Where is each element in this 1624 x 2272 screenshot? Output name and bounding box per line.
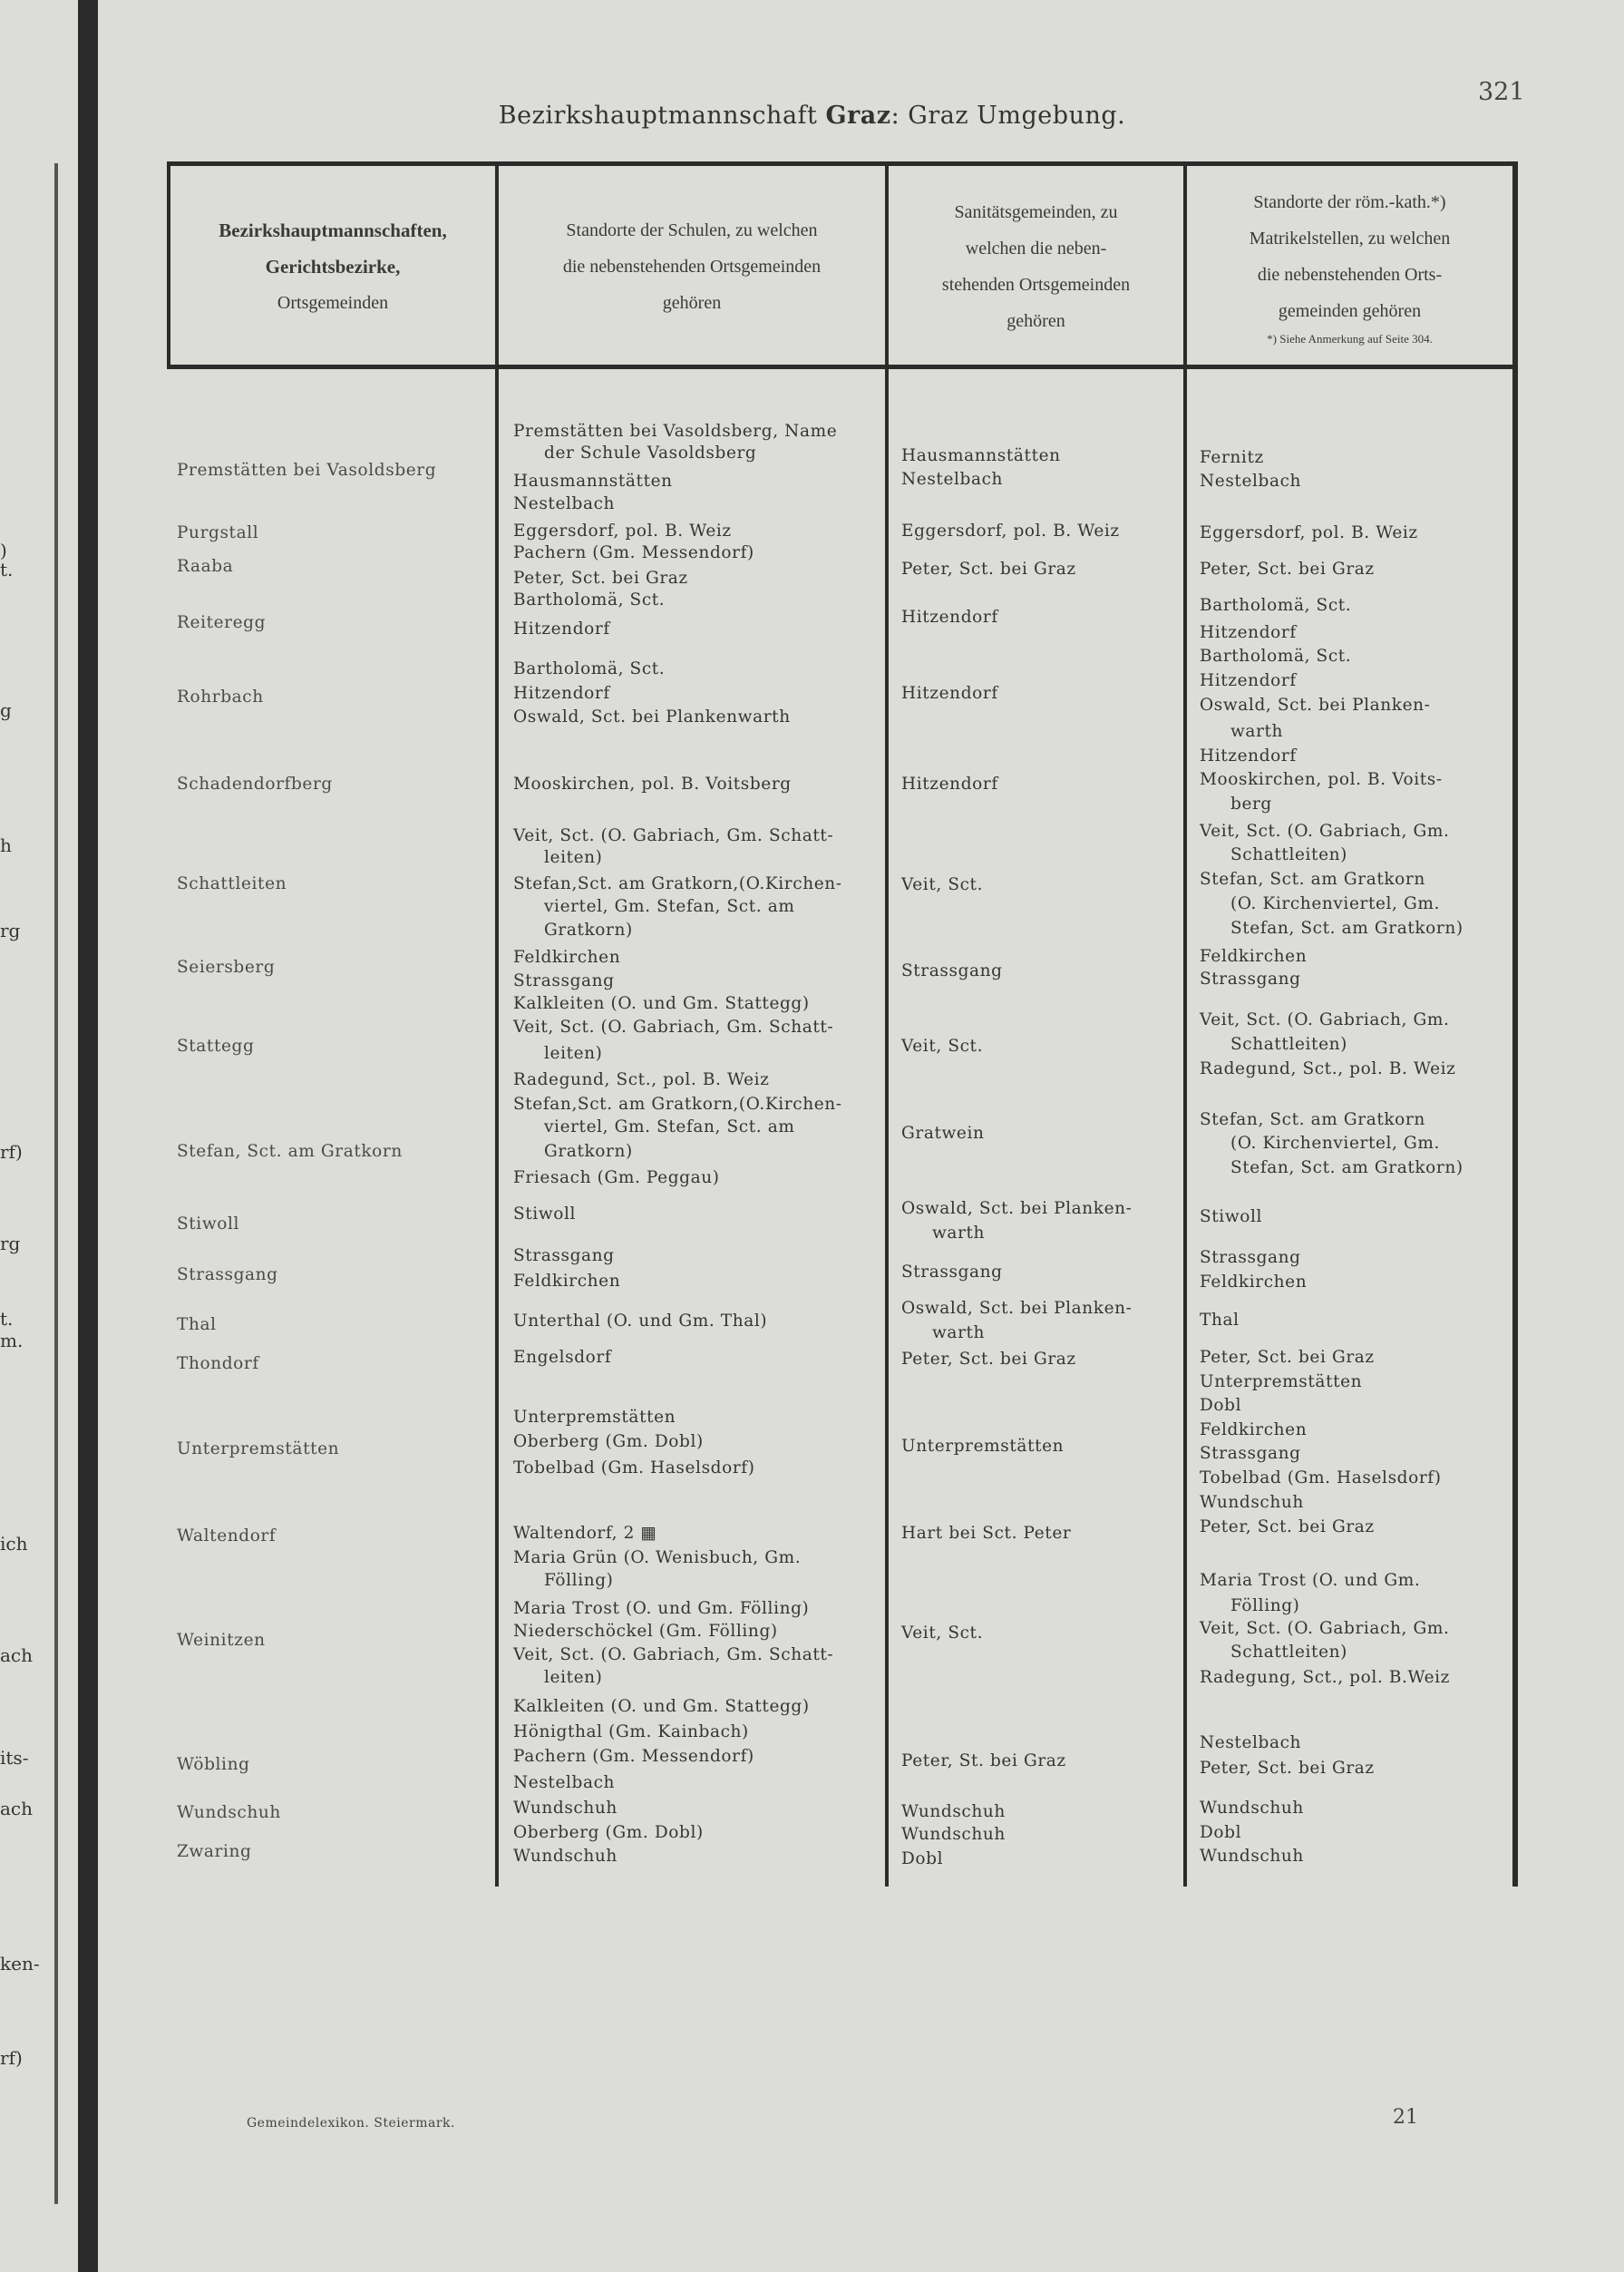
table-cell-line: Feldkirchen bbox=[1200, 947, 1308, 966]
municipality-name: Waltendorf bbox=[177, 1526, 277, 1546]
table-cell-line: Hausmannstätten bbox=[513, 472, 673, 491]
table-cell-line: Veit, Sct. (O. Gabriach, Gm. Schatt- bbox=[513, 1645, 834, 1664]
municipality-name: Seiersberg bbox=[177, 958, 276, 977]
table-cell-line: Stefan, Sct. am Gratkorn) bbox=[1230, 919, 1464, 938]
table-cell-line: Unterpremstätten bbox=[513, 1408, 676, 1427]
municipality-name: Stattegg bbox=[177, 1037, 255, 1056]
header-line: Standorte der Schulen, zu welchen bbox=[566, 220, 818, 240]
table-cell-line: Pachern (Gm. Messendorf) bbox=[513, 1747, 754, 1766]
table-cell-line: Peter, Sct. bei Graz bbox=[901, 1350, 1076, 1369]
header-line: Bezirkshauptmannschaften, bbox=[219, 219, 447, 241]
header-line: welchen die neben- bbox=[965, 239, 1107, 258]
table-cell-line: Schattleiten) bbox=[1230, 1035, 1347, 1054]
table-cell-line: viertel, Gm. Stefan, Sct. am bbox=[544, 897, 795, 916]
header-bottom-rule bbox=[167, 365, 1518, 369]
title-district: Graz bbox=[825, 102, 891, 130]
table-cell-line: Maria Trost (O. und Gm. bbox=[1200, 1571, 1421, 1590]
table-cell-line: Bartholomä, Sct. bbox=[513, 590, 666, 609]
table-cell-line: Radegund, Sct., pol. B. Weiz bbox=[1200, 1059, 1456, 1078]
table-cell-line: Pachern (Gm. Messendorf) bbox=[513, 543, 754, 562]
margin-fragment: ach bbox=[0, 1644, 34, 1666]
table-cell-line: Radegung, Sct., pol. B.Weiz bbox=[1200, 1668, 1451, 1687]
municipality-name: Strassgang bbox=[177, 1265, 278, 1284]
table-cell-line: Peter, Sct. bei Graz bbox=[1200, 1348, 1375, 1367]
table-cell-line: (O. Kirchenviertel, Gm. bbox=[1230, 894, 1441, 913]
table-cell-line: (O. Kirchenviertel, Gm. bbox=[1230, 1134, 1441, 1153]
table-cell-line: Peter, Sct. bei Graz bbox=[1200, 1517, 1375, 1536]
municipality-name: Premstätten bei Vasoldsberg bbox=[177, 461, 437, 480]
table-cell-line: Veit, Sct. bbox=[901, 1037, 984, 1056]
table-cell-line: Eggersdorf, pol. B. Weiz bbox=[1200, 523, 1418, 542]
header-line: Standorte der röm.-kath.*) bbox=[1253, 192, 1446, 212]
table-cell-line: Gratwein bbox=[901, 1124, 985, 1143]
table-cell-line: Veit, Sct. (O. Gabriach, Gm. bbox=[1200, 1619, 1450, 1638]
table-cell-line: Maria Trost (O. und Gm. Fölling) bbox=[513, 1599, 810, 1618]
table-cell-line: Veit, Sct. (O. Gabriach, Gm. bbox=[1200, 822, 1450, 841]
table-cell-line: Dobl bbox=[1200, 1823, 1242, 1842]
column-rule bbox=[1183, 163, 1187, 1887]
footer-publication: Gemeindelexikon. Steiermark. bbox=[247, 2116, 455, 2131]
title-prefix: Bezirkshauptmannschaft bbox=[498, 102, 818, 130]
table-cell-line: Veit, Sct. bbox=[901, 1624, 984, 1643]
header-col-schools bbox=[499, 169, 885, 365]
table-cell-line: Eggersdorf, pol. B. Weiz bbox=[901, 522, 1120, 541]
municipality-name: Schattleiten bbox=[177, 874, 287, 893]
table-cell-line: Tobelbad (Gm. Haselsdorf) bbox=[1200, 1468, 1442, 1487]
margin-fragment: h bbox=[0, 834, 12, 856]
table-cell-line: Peter, Sct. bei Graz bbox=[1200, 1759, 1375, 1778]
table-cell-line: Veit, Sct. (O. Gabriach, Gm. bbox=[1200, 1010, 1450, 1029]
table-cell-line: Peter, Sct. bei Graz bbox=[901, 560, 1076, 579]
header-col-parish-registers bbox=[1187, 169, 1512, 365]
table-cell-line: Kalkleiten (O. und Gm. Stattegg) bbox=[513, 994, 810, 1013]
margin-fragment: rg bbox=[0, 1233, 21, 1254]
table-cell-line: Nestelbach bbox=[901, 470, 1004, 489]
table-cell-line: Oswald, Sct. bei Planken- bbox=[1200, 696, 1431, 715]
table-cell-line: Dobl bbox=[1200, 1396, 1242, 1415]
table-cell-line: Veit, Sct. (O. Gabriach, Gm. Schatt- bbox=[513, 1018, 834, 1037]
header-line: Ortsgemeinden bbox=[277, 293, 389, 313]
table-cell-line: Hausmannstätten bbox=[901, 446, 1061, 465]
header-col-sanitary bbox=[889, 169, 1183, 365]
municipality-name: Rohrbach bbox=[177, 687, 264, 707]
municipality-name: Weinitzen bbox=[177, 1631, 266, 1650]
municipality-name: Zwaring bbox=[177, 1842, 252, 1861]
margin-fragment: rf) bbox=[0, 2047, 23, 2069]
table-cell-line: Stefan, Sct. am Gratkorn) bbox=[1230, 1158, 1464, 1177]
table-cell-line: Oberberg (Gm. Dobl) bbox=[513, 1823, 704, 1842]
table-cell-line: Schattleiten) bbox=[1230, 845, 1347, 864]
table-cell-line: Hitzendorf bbox=[901, 684, 998, 703]
table-cell-line: Hitzendorf bbox=[1200, 623, 1297, 642]
table-cell-line: Wundschuh bbox=[513, 1799, 618, 1818]
table-cell-line: Hitzendorf bbox=[1200, 746, 1297, 765]
table-cell-line: Hitzendorf bbox=[1200, 671, 1297, 690]
previous-page-edge bbox=[54, 163, 58, 2204]
table-cell-line: Waltendorf, 2 ▦ bbox=[513, 1524, 657, 1543]
table-cell-line: Hart bei Sct. Peter bbox=[901, 1524, 1072, 1543]
header-line: Sanitätsgemeinden, zu bbox=[954, 202, 1118, 222]
table-cell-line: warth bbox=[1230, 722, 1284, 741]
column-rule bbox=[1512, 163, 1518, 1887]
table-cell-line: Feldkirchen bbox=[1200, 1420, 1308, 1439]
table-cell-line: warth bbox=[932, 1224, 986, 1243]
margin-fragment: t. bbox=[0, 1308, 14, 1330]
municipality-name: Stefan, Sct. am Gratkorn bbox=[177, 1142, 403, 1161]
table-cell-line: Unterpremstätten bbox=[1200, 1372, 1363, 1391]
table-cell-line: Peter, Sct. bei Graz bbox=[513, 569, 688, 588]
table-cell-line: Schattleiten) bbox=[1230, 1643, 1347, 1662]
book-gutter bbox=[78, 0, 98, 2272]
table-cell-line: Wundschuh bbox=[901, 1825, 1006, 1844]
table-cell-line: berg bbox=[1230, 795, 1272, 814]
margin-fragment: ich bbox=[0, 1533, 28, 1555]
municipality-name: Unterpremstätten bbox=[177, 1439, 340, 1458]
table-cell-line: Oswald, Sct. bei Planken- bbox=[901, 1299, 1133, 1318]
table-cell-line: Bartholomä, Sct. bbox=[513, 659, 666, 678]
municipality-name: Wundschuh bbox=[177, 1803, 281, 1822]
table-cell-line: Niederschöckel (Gm. Fölling) bbox=[513, 1622, 778, 1641]
page-title bbox=[0, 102, 1624, 130]
table-cell-line: Strassgang bbox=[901, 1263, 1003, 1282]
header-line: die nebenstehenden Ortsgemeinden bbox=[562, 257, 822, 277]
table-cell-line: Hitzendorf bbox=[513, 684, 610, 703]
table-cell-line: viertel, Gm. Stefan, Sct. am bbox=[544, 1117, 795, 1136]
table-cell-line: Stiwoll bbox=[513, 1204, 577, 1224]
table-cell-line: Friesach (Gm. Peggau) bbox=[513, 1168, 720, 1187]
header-col-municipalities bbox=[170, 169, 495, 365]
header-line: Gerichtsbezirke, bbox=[265, 256, 401, 278]
table-cell-line: Tobelbad (Gm. Haselsdorf) bbox=[513, 1458, 755, 1477]
municipality-name: Wöbling bbox=[177, 1755, 250, 1774]
margin-fragment: t. bbox=[0, 559, 14, 580]
margin-fragment: ach bbox=[0, 1798, 34, 1819]
municipality-name: Stiwoll bbox=[177, 1214, 240, 1234]
column-rule bbox=[495, 163, 499, 1887]
table-cell-line: Maria Grün (O. Wenisbuch, Gm. bbox=[513, 1548, 802, 1567]
table-cell-line: Bartholomä, Sct. bbox=[1200, 647, 1352, 666]
table-cell-line: Unterthal (O. und Gm. Thal) bbox=[513, 1312, 768, 1331]
table-cell-line: warth bbox=[932, 1323, 986, 1342]
table-cell-line: leiten) bbox=[544, 848, 603, 867]
table-cell-line: Veit, Sct. (O. Gabriach, Gm. Schatt- bbox=[513, 826, 834, 845]
table-cell-line: Nestelbach bbox=[1200, 1733, 1302, 1752]
table-cell-line: Fernitz bbox=[1200, 448, 1264, 467]
table-cell-line: Unterpremstätten bbox=[901, 1437, 1065, 1456]
table-cell-line: Wundschuh bbox=[1200, 1493, 1304, 1512]
column-rule bbox=[885, 163, 889, 1887]
header-line: gehören bbox=[662, 293, 722, 313]
table-cell-line: Strassgang bbox=[901, 961, 1003, 980]
table-cell-line: Strassgang bbox=[1200, 970, 1301, 989]
title-suffix: : Graz Umgebung. bbox=[890, 102, 1126, 130]
table-cell-line: Oswald, Sct. bei Plankenwarth bbox=[513, 707, 791, 726]
table-cell-line: Wundschuh bbox=[513, 1847, 618, 1866]
margin-fragment: ken- bbox=[0, 1953, 40, 1975]
table-cell-line: Nestelbach bbox=[1200, 472, 1302, 491]
table-cell-line: Feldkirchen bbox=[1200, 1273, 1308, 1292]
page-number: 321 bbox=[1478, 78, 1525, 106]
table-cell-line: Peter, Sct. bei Graz bbox=[1200, 560, 1375, 579]
table-cell-line: Dobl bbox=[901, 1849, 944, 1868]
margin-fragment: ) bbox=[0, 540, 7, 561]
table-cell-line: Stefan, Sct. am Gratkorn bbox=[1200, 870, 1425, 889]
table-cell-line: Kalkleiten (O. und Gm. Stattegg) bbox=[513, 1697, 810, 1716]
margin-fragment: rf) bbox=[0, 1141, 23, 1163]
table-cell-line: Thal bbox=[1200, 1311, 1240, 1330]
table-top-rule bbox=[167, 161, 1518, 166]
table-cell-line: Stiwoll bbox=[1200, 1207, 1263, 1226]
table-cell-line: Radegund, Sct., pol. B. Weiz bbox=[513, 1070, 770, 1089]
table-cell-line: Eggersdorf, pol. B. Weiz bbox=[513, 522, 732, 541]
margin-fragment: g bbox=[0, 699, 12, 721]
table-cell-line: Veit, Sct. bbox=[901, 875, 984, 894]
municipality-name: Reiteregg bbox=[177, 613, 267, 632]
header-line: stehenden Ortsgemeinden bbox=[941, 275, 1131, 295]
header-line: Matrikelstellen, zu welchen bbox=[1249, 229, 1451, 249]
table-cell-line: Strassgang bbox=[513, 971, 615, 990]
table-cell-line: Feldkirchen bbox=[513, 948, 621, 967]
municipality-name: Schadendorfberg bbox=[177, 775, 333, 794]
table-cell-line: Oswald, Sct. bei Planken- bbox=[901, 1199, 1133, 1218]
table-cell-line: Hitzendorf bbox=[513, 619, 610, 639]
header-line: gehören bbox=[1006, 311, 1065, 331]
table-cell-line: Stefan, Sct. am Gratkorn bbox=[1200, 1110, 1425, 1129]
header-footnote: *) Siehe Anmerkung auf Seite 304. bbox=[1267, 332, 1433, 346]
table-cell-line: Hönigthal (Gm. Kainbach) bbox=[513, 1722, 749, 1741]
table-cell-line: Premstätten bei Vasoldsberg, Name bbox=[513, 422, 838, 441]
municipality-name: Raaba bbox=[177, 557, 234, 576]
table-cell-line: leiten) bbox=[544, 1668, 603, 1687]
table-cell-line: Gratkorn) bbox=[544, 1142, 633, 1161]
margin-fragment: m. bbox=[0, 1330, 24, 1351]
municipality-name: Thal bbox=[177, 1315, 217, 1334]
table-cell-line: Wundschuh bbox=[1200, 1847, 1304, 1866]
margin-fragment: its- bbox=[0, 1747, 29, 1769]
table-cell-line: Feldkirchen bbox=[513, 1272, 621, 1291]
table-cell-line: der Schule Vasoldsberg bbox=[544, 444, 757, 463]
footer-signature-number: 21 bbox=[1393, 2106, 1418, 2129]
table-cell-line: Strassgang bbox=[513, 1246, 615, 1265]
header-line: gemeinden gehören bbox=[1278, 301, 1422, 321]
table-cell-line: Mooskirchen, pol. B. Voits- bbox=[1200, 770, 1443, 789]
table-cell-line: leiten) bbox=[544, 1044, 603, 1063]
table-cell-line: Mooskirchen, pol. B. Voitsberg bbox=[513, 775, 792, 794]
municipality-name: Purgstall bbox=[177, 523, 259, 542]
municipality-name: Thondorf bbox=[177, 1354, 259, 1373]
table-cell-line: Wundschuh bbox=[901, 1802, 1006, 1821]
table-cell-line: Engelsdorf bbox=[513, 1348, 612, 1367]
table-cell-line: Stefan,Sct. am Gratkorn,(O.Kirchen- bbox=[513, 1095, 842, 1114]
table-cell-line: Strassgang bbox=[1200, 1248, 1301, 1267]
table-cell-line: Stefan,Sct. am Gratkorn,(O.Kirchen- bbox=[513, 874, 842, 893]
table-cell-line: Bartholomä, Sct. bbox=[1200, 596, 1352, 615]
table-cell-line: Peter, St. bei Graz bbox=[901, 1751, 1066, 1770]
header-line: die nebenstehenden Orts- bbox=[1257, 265, 1443, 285]
margin-fragment: rg bbox=[0, 920, 21, 941]
table-cell-line: Fölling) bbox=[544, 1571, 614, 1590]
table-cell-line: Strassgang bbox=[1200, 1444, 1301, 1463]
table-cell-line: Hitzendorf bbox=[901, 608, 998, 627]
table-cell-line: Fölling) bbox=[1230, 1596, 1300, 1615]
table-cell-line: Nestelbach bbox=[513, 494, 616, 513]
table-cell-line: Gratkorn) bbox=[544, 921, 633, 940]
table-cell-line: Oberberg (Gm. Dobl) bbox=[513, 1432, 704, 1451]
table-cell-line: Nestelbach bbox=[513, 1773, 616, 1792]
table-cell-line: Hitzendorf bbox=[901, 775, 998, 794]
table-cell-line: Wundschuh bbox=[1200, 1799, 1304, 1818]
